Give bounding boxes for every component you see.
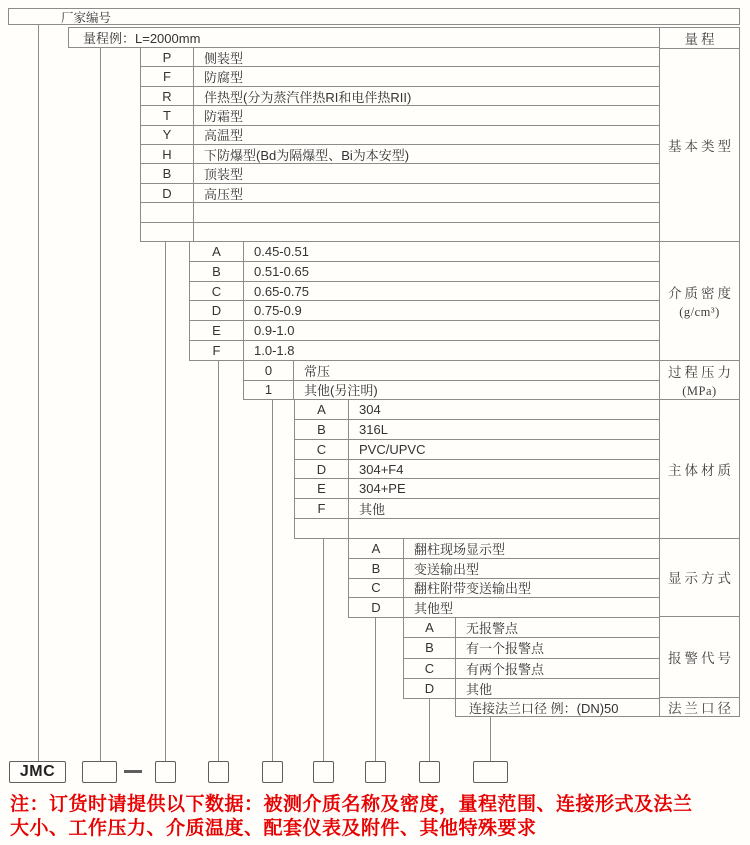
option-row bbox=[349, 579, 659, 599]
option-row bbox=[295, 400, 659, 420]
section-alarm-code bbox=[403, 618, 659, 699]
connector-line bbox=[100, 48, 101, 761]
blank-code-box bbox=[82, 761, 117, 783]
option-desc: 变送输出型 bbox=[414, 561, 480, 577]
blank-code-box bbox=[155, 761, 176, 783]
maker-number-label: 厂家编号 bbox=[61, 10, 112, 25]
option-row bbox=[141, 87, 659, 106]
option-row bbox=[295, 420, 659, 440]
option-desc: 0.45-0.51 bbox=[254, 243, 309, 259]
option-desc: 防腐型 bbox=[204, 70, 244, 86]
option-row bbox=[295, 499, 659, 519]
option-row bbox=[404, 659, 659, 679]
option-code: A bbox=[404, 618, 456, 637]
option-code: B bbox=[141, 164, 194, 182]
option-desc: 有两个报警点 bbox=[466, 661, 545, 677]
option-desc bbox=[194, 223, 659, 241]
side-label-alarm-code: 报警代号 bbox=[660, 617, 739, 698]
option-row bbox=[141, 184, 659, 203]
option-code: D bbox=[141, 184, 194, 202]
option-row bbox=[190, 321, 659, 341]
option-code bbox=[295, 519, 349, 538]
option-desc: 高压型 bbox=[204, 186, 244, 202]
option-code bbox=[141, 203, 194, 221]
option-code: T bbox=[141, 106, 194, 124]
option-desc: 顶装型 bbox=[204, 167, 244, 183]
section-basic-type bbox=[140, 48, 659, 242]
option-code: A bbox=[295, 400, 349, 419]
option-code: F bbox=[190, 341, 244, 360]
option-code: E bbox=[190, 321, 244, 340]
option-desc: 其他型 bbox=[414, 601, 454, 617]
option-code: R bbox=[141, 87, 194, 105]
option-row bbox=[404, 638, 659, 658]
option-code: D bbox=[190, 301, 244, 320]
range-example-row bbox=[68, 27, 659, 48]
option-row bbox=[141, 223, 659, 242]
option-row bbox=[349, 598, 659, 618]
option-desc: 侧装型 bbox=[204, 50, 244, 66]
side-label-display-mode: 显示方式 bbox=[660, 539, 739, 618]
option-row bbox=[404, 618, 659, 638]
section-process-pressure bbox=[243, 361, 659, 400]
option-desc: 下防爆型(Bd为隔爆型、Bi为本安型) bbox=[204, 147, 410, 163]
option-code: B bbox=[349, 559, 404, 578]
side-label-process-pressure: 过程压力 (MPa) bbox=[660, 361, 739, 400]
option-row bbox=[295, 440, 659, 460]
option-code: D bbox=[404, 679, 456, 698]
option-desc: 304 bbox=[359, 401, 381, 417]
option-code: C bbox=[404, 659, 456, 678]
range-example-text: 量程例：L=2000mm bbox=[83, 31, 201, 46]
option-code: E bbox=[295, 479, 349, 498]
option-row bbox=[141, 48, 659, 67]
option-row bbox=[404, 679, 659, 699]
option-desc bbox=[349, 519, 659, 538]
option-row bbox=[190, 262, 659, 282]
option-row bbox=[349, 539, 659, 559]
option-code: B bbox=[404, 638, 456, 657]
option-desc: 0.75-0.9 bbox=[254, 303, 302, 319]
option-code: D bbox=[349, 598, 404, 617]
option-desc bbox=[194, 203, 659, 221]
option-desc: 其他 bbox=[359, 502, 386, 518]
connector-line bbox=[218, 361, 219, 761]
option-code: B bbox=[190, 262, 244, 281]
section-display-mode bbox=[348, 539, 659, 618]
option-desc: 其他(另注明) bbox=[304, 383, 378, 399]
option-desc: 高温型 bbox=[204, 128, 244, 144]
side-label-range: 量程 bbox=[660, 28, 739, 49]
option-row bbox=[141, 106, 659, 125]
blank-code-box bbox=[208, 761, 229, 783]
section-body-material bbox=[294, 400, 659, 539]
option-code: D bbox=[295, 460, 349, 479]
option-row bbox=[141, 203, 659, 222]
connector-line bbox=[375, 618, 376, 761]
option-code: 0 bbox=[244, 361, 294, 380]
option-code: C bbox=[190, 282, 244, 301]
option-row bbox=[295, 460, 659, 480]
option-row bbox=[190, 282, 659, 302]
order-note-line1: 注：订货时请提供以下数据：被测介质名称及密度，量程范围、连接形式及法兰 bbox=[10, 794, 693, 815]
connector-line bbox=[272, 400, 273, 761]
option-row bbox=[141, 126, 659, 145]
option-desc: PVC/UPVC bbox=[359, 441, 426, 457]
option-row bbox=[244, 381, 659, 401]
option-desc: 翻柱附带变送输出型 bbox=[414, 581, 532, 597]
blank-code-box bbox=[262, 761, 283, 783]
order-note bbox=[10, 793, 746, 841]
connector-line bbox=[165, 242, 166, 761]
maker-number-row bbox=[8, 8, 740, 25]
option-code: C bbox=[295, 440, 349, 459]
connector-line bbox=[323, 539, 324, 761]
option-row bbox=[295, 479, 659, 499]
option-row bbox=[141, 145, 659, 164]
order-note-line2: 大小、工作压力、介质温度、配套仪表及附件、其他特殊要求 bbox=[10, 818, 537, 839]
option-row bbox=[190, 301, 659, 321]
model-prefix-box: JMC bbox=[9, 761, 66, 783]
option-desc: 304+F4 bbox=[359, 461, 404, 477]
option-desc: 0.9-1.0 bbox=[254, 323, 295, 339]
option-code: P bbox=[141, 48, 194, 66]
side-label-basic-type: 基本类型 bbox=[660, 49, 739, 242]
option-desc: 0.51-0.65 bbox=[254, 263, 309, 279]
side-label-body-material: 主体材质 bbox=[660, 400, 739, 539]
option-desc: 伴热型(分为蒸汽伴热RI和电伴热RII) bbox=[204, 89, 412, 105]
blank-code-box bbox=[473, 761, 508, 783]
code-separator-dash bbox=[124, 770, 142, 773]
side-label-medium-density: 介质密度 (g/cm³) bbox=[660, 242, 739, 361]
option-desc: 其他 bbox=[466, 681, 493, 697]
option-code: A bbox=[349, 539, 404, 558]
blank-code-box bbox=[419, 761, 440, 783]
flange-size-text: 连接法兰口径 例：(DN)50 bbox=[469, 701, 619, 716]
option-desc: 无报警点 bbox=[466, 621, 519, 637]
option-code: A bbox=[190, 242, 244, 261]
connector-line bbox=[429, 699, 430, 761]
category-label-column bbox=[659, 27, 740, 717]
blank-code-box bbox=[313, 761, 334, 783]
connector-line bbox=[38, 24, 39, 761]
option-code: B bbox=[295, 420, 349, 439]
option-code: 1 bbox=[244, 381, 294, 400]
option-desc: 0.65-0.75 bbox=[254, 283, 309, 299]
option-row bbox=[190, 341, 659, 361]
option-code: H bbox=[141, 145, 194, 163]
option-row bbox=[295, 519, 659, 539]
option-code bbox=[141, 223, 194, 241]
option-row bbox=[244, 361, 659, 381]
option-desc: 防霜型 bbox=[204, 108, 244, 124]
option-code: C bbox=[349, 579, 404, 598]
option-desc: 常压 bbox=[304, 363, 331, 379]
option-row bbox=[190, 242, 659, 262]
option-code: F bbox=[295, 499, 349, 518]
blank-code-box bbox=[365, 761, 386, 783]
option-code: F bbox=[141, 67, 194, 85]
flange-size-row bbox=[455, 699, 659, 717]
option-row bbox=[141, 164, 659, 183]
option-row bbox=[349, 559, 659, 579]
option-desc: 翻柱现场显示型 bbox=[414, 541, 506, 557]
section-medium-density bbox=[189, 242, 659, 361]
connector-line bbox=[490, 717, 491, 761]
option-row bbox=[141, 67, 659, 86]
option-code: Y bbox=[141, 126, 194, 144]
option-desc: 304+PE bbox=[359, 481, 406, 497]
side-label-flange-size: 法兰口径 bbox=[668, 701, 734, 716]
option-desc: 316L bbox=[359, 421, 388, 437]
option-desc: 1.0-1.8 bbox=[254, 343, 295, 359]
option-desc: 有一个报警点 bbox=[466, 641, 545, 657]
